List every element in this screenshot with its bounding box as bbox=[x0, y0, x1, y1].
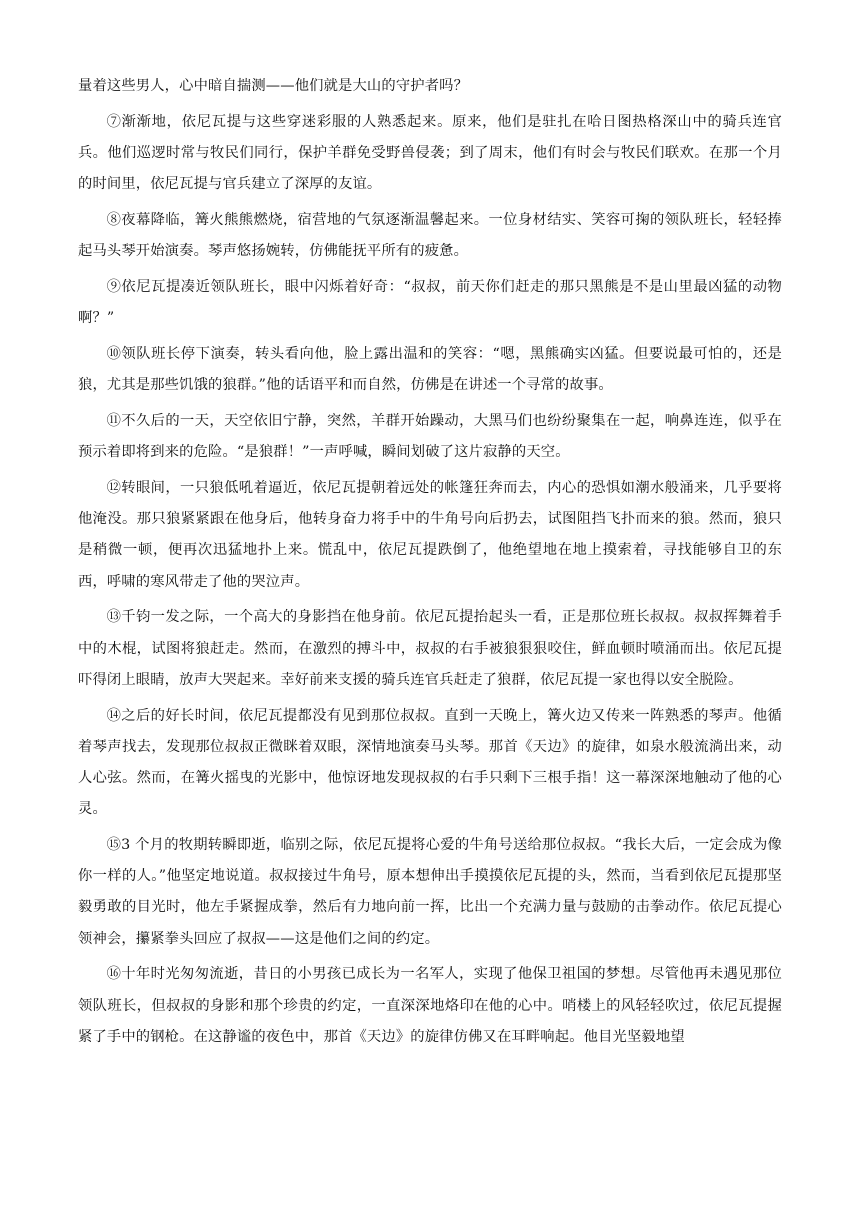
paragraph-7: ⑦渐渐地，依尼瓦提与这些穿迷彩服的人熟悉起来。原来，他们是驻扎在哈日图热格深山中的骑兵连官兵。他们巡逻时常与牧民们同行，保护羊群免受野兽侵袭；到了周末，他们有时会与牧民们联欢。在那一个月的时间里，依尼瓦提与官兵建立了深厚的友谊。 bbox=[78, 113, 782, 193]
paragraph-14: ⑭之后的好长时间，依尼瓦提都没有见到那位叔叔。直到一天晚上，篝火边又传来一阵熟悉的琴声。他循着琴声找去，发现那位叔叔正微眯着双眼，深情地演奏马头琴。那首《天边》的旋律，如泉水般流淌出来，动人心弦。然而，在篝火摇曳的光影中，他惊讶地发现叔叔的右手只剩下三根手指！这一幕深深地触动了他的心灵。 bbox=[78, 707, 782, 818]
paragraph-9: ⑨依尼瓦提凑近领队班长，眼中闪烁着好奇：“叔叔，前天你们赶走的那只黑熊是不是山里最凶猛的动物啊？” bbox=[78, 279, 782, 327]
paragraph-13: ⑬千钧一发之际，一个高大的身影挡在他身前。依尼瓦提抬起头一看，正是那位班长叔叔。叔叔挥舞着手中的木棍，试图将狼赶走。然而，在激烈的搏斗中，叔叔的右手被狼狠狠咬住，鲜血顿时喷涌而出。依尼瓦提吓得闭上眼睛，放声大哭起来。幸好前来支援的骑兵连官兵赶走了狼群，依尼瓦提一家也得以安全脱险。 bbox=[78, 609, 782, 688]
paragraph-12: ⑫转眼间，一只狼低吼着逼近，依尼瓦提朝着远处的帐篷狂奔而去，内心的恐惧如潮水般涌来，几乎要将他淹没。那只狼紧紧跟在他身后，他转身奋力将手中的牛角号向后扔去，试图阻挡飞扑而来的狼。然而，狼只是稍微一顿，便再次迅猛地扑上来。慌乱中，依尼瓦提跌倒了，他绝望地在地上摸索着，寻找能够自卫的东西，呼啸的寒风带走了他的哭泣声。 bbox=[78, 480, 782, 590]
paragraph-8: ⑧夜幕降临，篝火熊熊燃烧，宿营地的气氛逐渐温馨起来。一位身材结实、笑容可掬的领队班长，轻轻捧起马头琴开始演奏。琴声悠扬婉转，仿佛能抚平所有的疲惫。 bbox=[78, 212, 782, 260]
paragraph-11: ⑪不久后的一天，天空依旧宁静，突然，羊群开始躁动，大黑马们也纷纷聚集在一起，响鼻连连，似乎在预示着即将到来的危险。“是狼群！”一声呼喊，瞬间划破了这片寂静的天空。 bbox=[78, 413, 782, 461]
paragraph-16: ⑯十年时光匆匆流逝，昔日的小男孩已成长为一名军人，实现了他保卫祖国的梦想。尽管他再未遇见那位领队班长，但叔叔的身影和那个珍贵的约定，一直深深地烙印在他的心中。哨楼上的风轻轻吹过，依尼瓦提握紧了手中的钢枪。在这静谧的夜色中，那首《天边》的旋律仿佛又在耳畔响起。他目光坚毅地望 bbox=[78, 966, 782, 1045]
paragraph-15: ⑮3 个月的牧期转瞬即逝，临别之际，依尼瓦提将心爱的牛角号送给那位叔叔。“我长大后，一定会成为像你一样的人。”他坚定地说道。叔叔接过牛角号，原本想伸出手摸摸依尼瓦提的头，然而，当看到依尼瓦提那坚毅勇敢的目光时，他左手紧握成拳，然后有力地向前一挥，比出一个充满力量与鼓励的击拳动作。依尼瓦提心领神会，攥紧拳头回应了叔叔——这是他们之间的约定。 bbox=[78, 837, 782, 947]
paragraph-continued: 量着这些男人，心中暗自揣测——他们就是大山的守护者吗？ bbox=[78, 78, 469, 94]
paragraph-10: ⑩领队班长停下演奏，转头看向他，脸上露出温和的笑容：“嗯，黑熊确实凶猛。但要说最可怕的，还是狼，尤其是那些饥饿的狼群。”他的话语平和而自然，仿佛是在讲述一个寻常的故事。 bbox=[78, 346, 782, 394]
document-body bbox=[78, 71, 782, 1053]
